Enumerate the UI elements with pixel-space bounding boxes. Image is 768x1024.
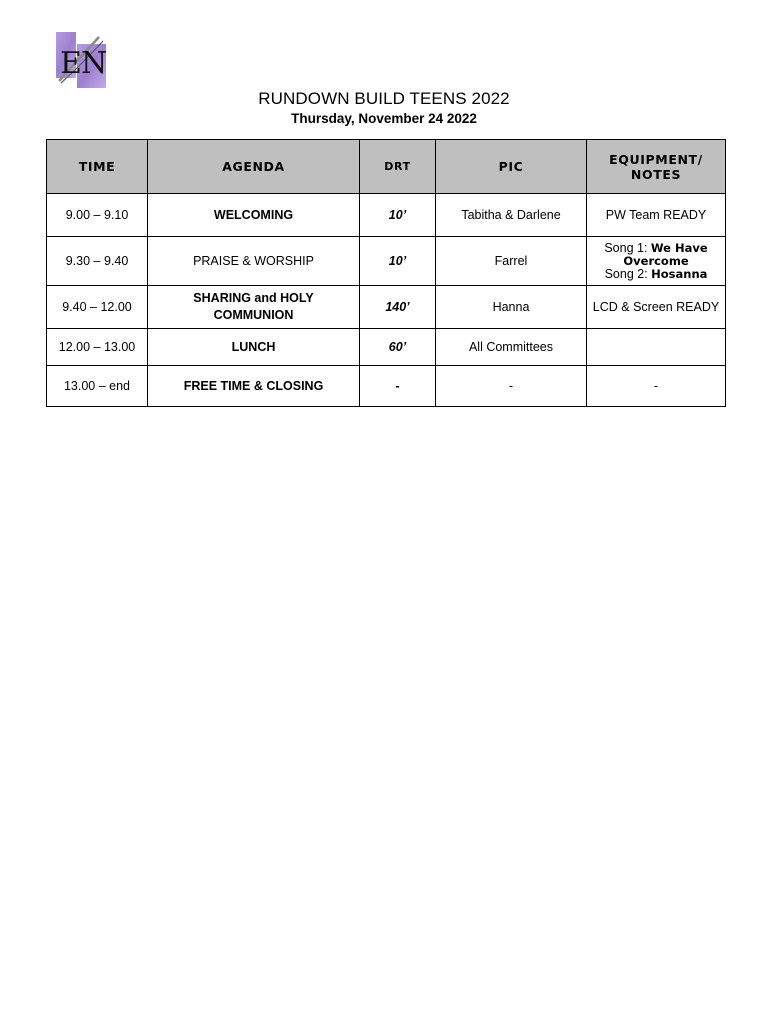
table-row <box>47 286 726 329</box>
rundown-table <box>46 139 726 407</box>
cell-notes: PW Team READY <box>587 194 726 237</box>
cell-notes <box>587 237 726 286</box>
cell-pic: Tabitha & Darlene <box>436 194 587 237</box>
cell-agenda: SHARING and HOLY COMMUNION <box>148 286 360 329</box>
cell-time: 12.00 – 13.00 <box>47 329 148 366</box>
document-date: Thursday, November 24 2022 <box>291 111 477 126</box>
column-header-agenda: AGENDA <box>148 140 360 194</box>
cell-time: 9.00 – 9.10 <box>47 194 148 237</box>
cell-drt: 60’ <box>360 329 436 366</box>
svg-text:N: N <box>81 46 107 81</box>
cell-drt: 140’ <box>360 286 436 329</box>
cell-pic: All Committees <box>436 329 587 366</box>
svg-text:E: E <box>60 46 82 81</box>
song-2-title: Hosanna <box>651 266 708 281</box>
column-header-pic: PIC <box>436 140 587 194</box>
cell-pic: Hanna <box>436 286 587 329</box>
cell-agenda: FREE TIME & CLOSING <box>148 366 360 407</box>
cell-notes <box>587 329 726 366</box>
document-header <box>0 88 768 128</box>
table-row <box>47 329 726 366</box>
song-2-label: Song 2: <box>604 266 648 281</box>
cell-agenda: PRAISE & WORSHIP <box>148 237 360 286</box>
cell-drt: 10’ <box>360 194 436 237</box>
song-1-title: We Have Overcome <box>623 240 708 268</box>
cell-notes: LCD & Screen READY <box>587 286 726 329</box>
cell-time: 13.00 – end <box>47 366 148 407</box>
column-header-notes: EQUIPMENT/ NOTES <box>587 140 726 194</box>
column-header-time: TIME <box>47 140 148 194</box>
cell-agenda: WELCOMING <box>148 194 360 237</box>
column-header-drt: DRT <box>360 140 436 194</box>
en-logo-icon <box>55 31 107 89</box>
document-title: RUNDOWN BUILD TEENS 2022 <box>258 89 510 108</box>
cell-drt: 10’ <box>360 237 436 286</box>
cell-notes: - <box>587 366 726 407</box>
cell-time: 9.40 – 12.00 <box>47 286 148 329</box>
cell-pic: Farrel <box>436 237 587 286</box>
table-row <box>47 366 726 407</box>
cell-drt: - <box>360 366 436 407</box>
cell-pic: - <box>436 366 587 407</box>
table-header-row <box>47 140 726 194</box>
table-row <box>47 194 726 237</box>
song-1-label: Song 1: <box>604 240 648 255</box>
cell-agenda: LUNCH <box>148 329 360 366</box>
cell-time: 9.30 – 9.40 <box>47 237 148 286</box>
table-row <box>47 237 726 286</box>
